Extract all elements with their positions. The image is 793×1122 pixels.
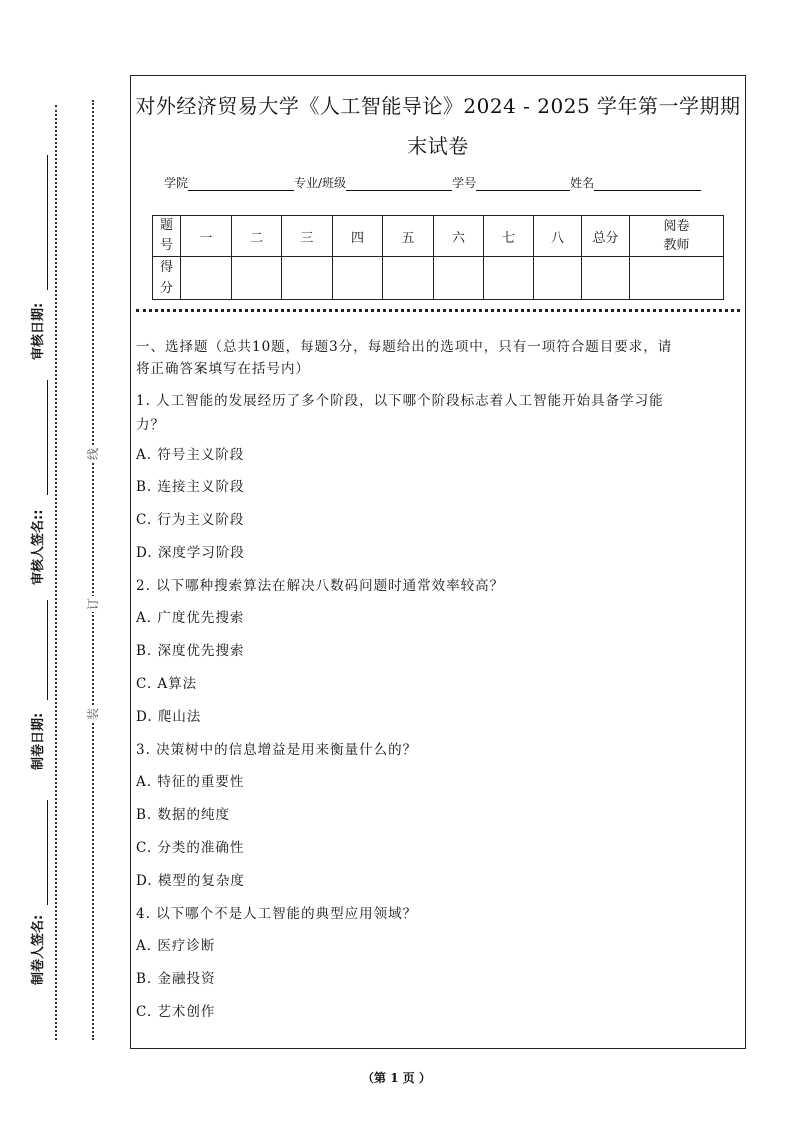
reviewer-signature-label: 审核人签名:: [31, 509, 46, 585]
binding-char-zhuang: 装 [86, 707, 100, 720]
score-cell[interactable] [282, 257, 333, 300]
header-cell: 一 [181, 216, 232, 257]
review-date-line[interactable] [47, 155, 48, 290]
grader-label: 阅卷教师 [663, 219, 690, 253]
score-label-cell: 得 分 [153, 257, 181, 300]
score-cell[interactable] [232, 257, 282, 300]
signature-margin [30, 90, 50, 1040]
exam-title-line1: 对外经济贸易大学《人工智能导论》2024 - 2025 学年第一学期期 [135, 94, 741, 118]
student-id-label: 学号 [452, 176, 477, 190]
exam-frame [130, 75, 746, 1049]
question-text: 2. 以下哪种搜索算法在解决八数码问题时通常效率较高？ [136, 578, 505, 594]
student-id-field[interactable] [476, 176, 570, 191]
major-class-field[interactable] [346, 176, 452, 191]
header-cell: 六 [434, 216, 484, 257]
answer-option: A. 广度优先搜索 [136, 610, 245, 626]
answer-option: B. 金融投资 [136, 971, 216, 987]
answer-option: A. 医疗诊断 [136, 938, 216, 954]
score-cell[interactable] [630, 257, 724, 300]
college-field[interactable] [188, 176, 294, 191]
name-field[interactable] [594, 176, 701, 191]
score-cell[interactable] [333, 257, 383, 300]
answer-option: C. 艺术创作 [136, 1004, 216, 1020]
exam-title-line2: 末试卷 [407, 134, 469, 158]
answer-option: B. 数据的纯度 [136, 807, 231, 823]
header-cell: 七 [484, 216, 534, 257]
answer-option: B. 深度优先搜索 [136, 643, 245, 659]
maker-signature-line[interactable] [47, 800, 48, 905]
answer-option: B. 连接主义阶段 [136, 479, 245, 495]
header-cell: 题 号 [153, 216, 181, 257]
maker-signature-label: 制卷人签名: [31, 914, 46, 985]
question-text: 力？ [136, 417, 165, 433]
score-cell[interactable] [434, 257, 484, 300]
answer-option: C. 行为主义阶段 [136, 512, 245, 528]
binding-marks [84, 90, 104, 1040]
question-text: 1. 人工智能的发展经历了多个阶段，以下哪个阶段标志着人工智能开始具备学习能 [136, 393, 664, 409]
section-heading: 一、选择题（总共10题，每题3分，每题给出的选项中，只有一项符合题目要求，请 [136, 339, 673, 355]
header-cell: 八 [534, 216, 582, 257]
section-heading-cont: 将正确答案填写在括号内） [136, 361, 310, 377]
name-label: 姓名 [570, 176, 595, 190]
score-table [152, 215, 724, 300]
binding-char-ding: 订 [86, 597, 100, 610]
answer-option: D. 模型的复杂度 [136, 873, 245, 889]
question-text: 4. 以下哪个不是人工智能的典型应用领域？ [136, 906, 418, 922]
page-number: （第 1 页 ） [362, 1071, 431, 1085]
score-cell[interactable] [484, 257, 534, 300]
score-cell[interactable] [181, 257, 232, 300]
header-cell: 二 [232, 216, 282, 257]
header-cell: 三 [282, 216, 333, 257]
review-date-label: 审核日期: [31, 302, 46, 360]
student-info [164, 174, 701, 191]
header-cell: 五 [383, 216, 434, 257]
answer-option: C. 分类的准确性 [136, 840, 245, 856]
header-cell: 四 [333, 216, 383, 257]
header-cell: 总分 [582, 216, 630, 257]
college-label: 学院 [164, 176, 189, 190]
score-cell[interactable] [534, 257, 582, 300]
score-table-score-row [153, 257, 724, 300]
major-class-label: 专业/班级 [294, 176, 347, 190]
answer-option: D. 深度学习阶段 [136, 545, 245, 561]
outer-dotted-line [55, 105, 57, 1040]
answer-option: A. 符号主义阶段 [136, 447, 245, 463]
answer-option: A. 特征的重要性 [136, 774, 245, 790]
maker-date-label: 制卷日期: [31, 712, 46, 770]
dotted-separator [136, 309, 740, 312]
score-cell[interactable] [383, 257, 434, 300]
binding-char-xian: 线 [86, 447, 100, 460]
maker-date-line[interactable] [47, 600, 48, 700]
question-text: 3. 决策树中的信息增益是用来衡量什么的？ [136, 742, 418, 758]
score-cell[interactable] [582, 257, 630, 300]
answer-option: C. A算法 [136, 676, 198, 692]
answer-option: D. 爬山法 [136, 709, 202, 725]
reviewer-signature-line[interactable] [47, 380, 48, 495]
header-cell-grader [630, 216, 724, 257]
score-table-header-row [153, 216, 724, 257]
